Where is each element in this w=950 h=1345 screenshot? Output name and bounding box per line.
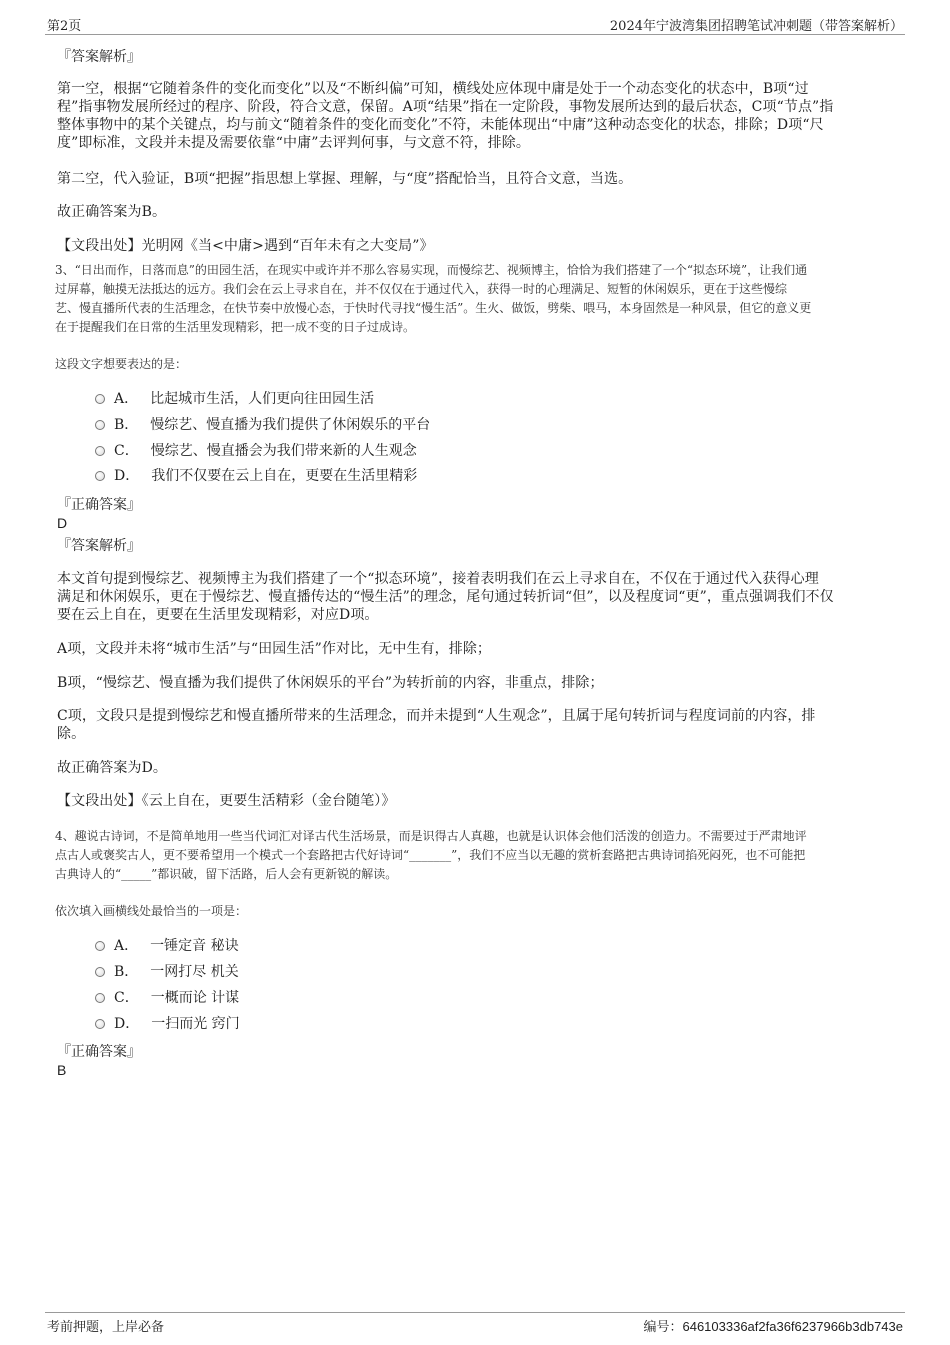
text-line: 过屏幕，触摸无法抵达的远方。我们会在云上寻求自在，并不仅仅在于通过代入，获得一时的心理满足、短暂的休闲娱乐，更在于这些慢综 — [55, 282, 788, 296]
text-line: 除。 — [57, 726, 86, 742]
text-line: 整体事物中的某个关键点，均与前文“随着条件的变化而变化”不符，未能体现出“中庸”这种动态变化的状态，排除；D项“尺 — [57, 117, 824, 133]
code-value: 646103336af2fa36f6237966b3db743e — [682, 1319, 903, 1334]
radio-button[interactable] — [95, 446, 105, 456]
option-c[interactable] — [95, 989, 239, 1007]
option-d[interactable] — [95, 467, 417, 485]
question-3-stem — [55, 261, 900, 337]
text-line: 4、趣说古诗词，不是简单地用一些当代词汇对译古代生活场景，而是识得古人真趣，也就是认识体会他们活泼的创造力。不需要过于严肃地评 — [55, 829, 807, 843]
option-a[interactable] — [95, 937, 239, 955]
source-citation: 【文段出处】光明网《当<中庸>遇到“百年未有之大变局”》 — [57, 238, 434, 254]
analysis-label: 『答案解析』 — [57, 538, 141, 554]
question-4-stem — [55, 827, 900, 884]
radio-button[interactable] — [95, 394, 105, 404]
source-citation: 【文段出处】《云上自在，更要生活精彩（金台随笔）》 — [57, 793, 396, 809]
question-prompt: 依次填入画横线处最恰当的一项是： — [55, 904, 248, 918]
conclusion: 故正确答案为D。 — [57, 760, 168, 776]
correct-answer-label: 『正确答案』 — [57, 497, 141, 513]
option-letter: B． — [114, 964, 139, 980]
radio-button[interactable] — [95, 420, 105, 430]
conclusion: 故正确答案为B。 — [57, 204, 167, 220]
option-text: 一扫而光 窍门 — [151, 1016, 240, 1032]
option-text: 比起城市生活，人们更向往田园生活 — [150, 391, 375, 407]
radio-button[interactable] — [95, 941, 105, 951]
correct-answer: D — [57, 515, 68, 531]
option-letter: A． — [114, 391, 139, 407]
text-line: 要在云上自在，更要在生活里发现精彩，对应D项。 — [57, 607, 379, 623]
text-line: 程”指事物发展所经过的程序、阶段，符合文意，保留。A项“结果”指在一定阶段，事物发展所达到的最后状态，C项“节点”指 — [57, 99, 834, 115]
option-letter: C． — [114, 443, 139, 459]
text-line: 本文首句提到慢综艺、视频博主为我们搭建了一个“拟态环境”，接着表明我们在云上寻求自在，不仅在于通过代入获得心理 — [57, 571, 819, 587]
text-line: 古典诗人的“_____”都识破，留下活路，后人会有更新锐的解读。 — [55, 867, 398, 881]
analysis-paragraph — [57, 707, 893, 743]
radio-button[interactable] — [95, 1019, 105, 1029]
radio-button[interactable] — [95, 967, 105, 977]
text-line: 3、“日出而作，日落而息”的田园生活，在现实中或许并不那么容易实现，而慢综艺、视频博主，恰恰为我们搭建了一个“拟态环境”，让我们通 — [55, 263, 808, 277]
option-letter: B． — [114, 417, 139, 433]
text-line: 满足和休闲娱乐，更在于慢综艺、慢直播传达的“慢生活”的理念，尾句通过转折词“但”，以及程度词“更”，重点强调我们不仅 — [57, 589, 834, 605]
option-letter: A． — [114, 938, 139, 954]
option-b[interactable] — [95, 416, 430, 434]
text-line: C项，文段只是提到慢综艺和慢直播所带来的生活理念，而并未提到“人生观念”，且属于尾句转折词与程度词前的内容，排 — [57, 708, 816, 724]
text-line: 点古人或褒奖古人，更不要希望用一个模式一个套路把古代好诗词“_______”，我们不应当以无趣的赏析套路把古典诗词掐死闷死，也不可能把 — [55, 848, 806, 862]
text-line: 艺、慢直播所代表的生活理念，在快节奏中放慢心态，于快时代寻找“慢生活”。生火、做饭，劈柴、喂马，本身固然是一种风景，但它的意义更 — [55, 301, 812, 315]
option-b[interactable] — [95, 963, 239, 981]
text-line: 第一空，根据“它随着条件的变化而变化”以及“不断纠偏”可知，横线处应体现中庸是处于一个动态变化的状态中，B项“过 — [57, 81, 809, 97]
option-text: 慢综艺、慢直播会为我们带来新的人生观念 — [150, 443, 417, 459]
analysis-paragraph — [57, 80, 893, 152]
page-number: 第2页 — [47, 19, 82, 34]
option-text: 我们不仅要在云上自在，更要在生活里精彩 — [151, 468, 418, 484]
option-text: 一锤定音 秘诀 — [150, 938, 239, 954]
analysis-label: 『答案解析』 — [57, 49, 141, 65]
analysis-paragraph: A项，文段并未将“城市生活”与“田园生活”作对比，无中生有，排除； — [57, 641, 492, 657]
option-letter: C． — [114, 990, 139, 1006]
analysis-paragraph: B项，“慢综艺、慢直播为我们提供了休闲娱乐的平台”为转折前的内容，非重点，排除； — [57, 675, 604, 691]
page-footer — [45, 1312, 905, 1333]
question-prompt: 这段文字想要表达的是： — [55, 357, 188, 371]
page-header — [45, 14, 905, 35]
option-letter: D． — [114, 468, 140, 484]
radio-button[interactable] — [95, 471, 105, 481]
text-line: 度”即标准，文段并未提及需要依靠“中庸”去评判何事，与文意不符，排除。 — [57, 135, 530, 151]
document-code — [643, 1316, 903, 1335]
option-c[interactable] — [95, 442, 417, 460]
option-text: 一概而论 计谋 — [150, 990, 240, 1006]
option-a[interactable] — [95, 390, 374, 408]
option-text: 慢综艺、慢直播为我们提供了休闲娱乐的平台 — [150, 417, 431, 433]
option-letter: D． — [114, 1016, 140, 1032]
text-line: 在于提醒我们在日常的生活里发现精彩，把一成不变的日子过成诗。 — [55, 320, 416, 334]
document-title: 2024年宁波湾集团招聘笔试冲刺题（带答案解析） — [609, 19, 903, 34]
footer-slogan: 考前押题，上岸必备 — [47, 1320, 165, 1335]
option-text: 一网打尽 机关 — [150, 964, 239, 980]
code-label: 编号： — [643, 1320, 683, 1335]
analysis-paragraph: 第二空，代入验证，B项“把握”指思想上掌握、理解，与“度”搭配恰当，且符合文意，当选。 — [57, 171, 633, 187]
option-d[interactable] — [95, 1015, 240, 1033]
radio-button[interactable] — [95, 993, 105, 1003]
correct-answer-label: 『正确答案』 — [57, 1044, 141, 1060]
correct-answer: B — [57, 1062, 67, 1078]
analysis-paragraph — [57, 570, 893, 624]
